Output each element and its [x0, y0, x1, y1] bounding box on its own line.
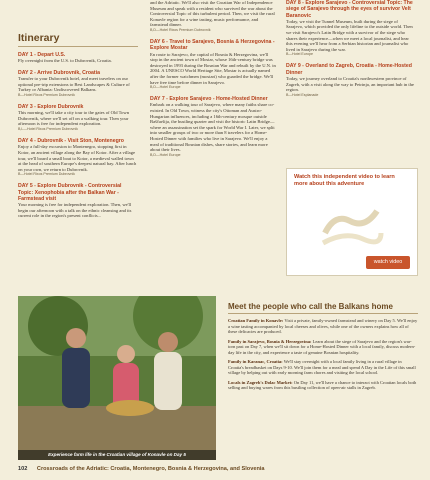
day-8	[286, 0, 416, 57]
meet-the-people-section	[228, 302, 418, 395]
meet-text: We'll stay overnight with a local family living in a rural village in Croatia's breadbasket on Days 9-10. We'll join them for a meal and spend A Day in the Life of this small village by helping out with early morning farm chores and visiting the local school.	[228, 359, 416, 375]
day-4	[18, 138, 138, 177]
day-body: Today, we visit the Tunnel Museum, built during the siege of Sarajevo, which provided the only lifeline to the outside world. Then we visit Sarajevo's Latin Bridge with a survivor of the siege who shares their experience—when we meet a local journalist, and hear this evening we'll hear from a Serbian historian and journalist who lived in Sarajevo during the war.	[286, 18, 413, 52]
meet-text: Visit a private, family-owned farmstead and winery on Day 5. We'll enjoy a wine tasting accompanied by local cheeses and olives, while one of the owners explains how all of these delicacies are produced.	[228, 318, 418, 334]
meet-lead: Croatian Family in Konavle:	[228, 318, 284, 323]
meet-paragraph	[228, 339, 418, 356]
day-title: DAY 8 - Explore Sarajevo - Controversial Topic: The siege of Sarajevo through the eyes of survivor Velt Baranovic	[286, 0, 413, 19]
meal-note: B,L—Hotel Rixos Premium Dubrovnik	[18, 127, 78, 132]
meal-note: B,D—Hotel Europe	[150, 85, 181, 90]
meet-text: Learn about the siege of Sarajevo and the region's war-torn past on Day 7, when we'll sit down for a Home-Hosted Dinner with a local family, discuss modern-day life in the city, and experience a taste of genuine Bosnian hospitality.	[228, 338, 416, 355]
video-title: Watch this independent video to learn more about this adventure	[294, 174, 395, 187]
meet-paragraph	[228, 318, 418, 335]
meal-note: B—Hotel Rixos Premium Dubrovnik	[18, 92, 75, 97]
itinerary-column-3	[286, 0, 416, 104]
footer-title: Crossroads of the Adriatic: Croatia, Montenegro, Bosnia & Herzegovina, and Slovenia	[36, 466, 265, 472]
meal-note: B—Hotel Rixos Premium Dubrovnik	[18, 172, 75, 177]
day-title: DAY 7 - Explore Sarajevo - Home-Hosted Dinner	[150, 96, 268, 103]
day-title: DAY 6 - Travel to Sarajevo, Bosnia & Herzegovina - Explore Mostar	[150, 38, 275, 52]
day-title: DAY 5 - Explore Dubrovnik - Controversial Topic: Xenophobia after the Balkan War - Farmstead visit	[18, 183, 122, 202]
meet-text: On Day 11, we'll have a chance to interact with Croatian locals both selling and buying wares from this bustling collection of open-air stalls in Zagreb.	[228, 379, 417, 390]
day-body: and the Adriatic. We'll also visit the Croatian War of Independence Museum and speak with a resident who survived the war about the Controversial Topic of this turbulent period. Then, we visit the rural Konavle region for a wine tasting, music performance, and farmstead dinner.	[150, 0, 275, 28]
farm-scene-image	[18, 296, 216, 460]
map-illustration-icon	[315, 193, 385, 253]
day-body: Fly overnight from the U.S. to Dubrovnik, Croatia.	[18, 58, 112, 64]
day-title: DAY 1 - Depart U.S.	[18, 52, 66, 58]
day-body: Your morning is free for independent exploration. Then, we'll begin our afternoon with a talk on the ethnic cleansing and its current role in the region's present conflicts...	[18, 202, 132, 219]
day-2	[18, 70, 138, 98]
video-promo	[286, 168, 418, 276]
meal-note: B,D—Hotel Rixos Premium Dubrovnik	[150, 27, 211, 32]
day-title: DAY 3 - Explore Dubrovnik	[18, 103, 84, 110]
day-title: DAY 4 - Dubrovnik - Visit Ston, Montenegro	[18, 138, 124, 145]
meet-heading: Meet the people who call the Balkans home	[228, 302, 418, 314]
day-body: Embark on a walking tour of Sarajevo, where many faiths share co-existed. In Old Town, witness the city's Ottoman and Austro-Hungarian influences, including a 16th-century mosque outside Baščaršija, the bustling quarter and visit the historic Latin Bridge—where an assassination set the spark for World War I. Later, we split into smaller groups of two or more than 8 travelers for a Home-Hosted Dinner with families who live in Sarajevo. We'll enjoy a meal of traditional Bosnian dishes, share stories, and learn more about their lives.	[150, 102, 275, 153]
day-body: En route to Sarajevo, the capital of Bosnia & Herzegovina, we'll stop in the ancient town of Mostar, whose 16th-century bridge was destroyed in 1993 during the Bosnian War and rebuilt by the U.N. in 2004. A UNESCO World Heritage Site, Mostar is actually named after the former watchmen (mostari) who guarded the bridge. We'll have free time before dinner in Sarajevo.	[150, 51, 276, 85]
day-5	[18, 183, 138, 219]
day-5-continued	[150, 0, 276, 33]
day-title: DAY 2 - Arrive Dubrovnik, Croatia	[18, 69, 100, 76]
page-number: 102	[18, 466, 28, 472]
day-body: Transfer to your Dubrovnik hotel, and meet travelers on our optional pre-trip extensions to Best Landscapes & Culture of Turkey or Albania: Undiscovered Balkans.	[18, 76, 130, 93]
day-body: Enjoy a full-day excursion to Montenegro, stopping first in Kotor, an ancient village along the Bay of Kotor. After a village tour, we'll board a small boat to Kotor, a medieval walled town at the head of southern Europe's deepest natural bay. After lunch on your own, we return to Dubrovnik.	[18, 144, 137, 172]
meal-note: B—Hotel Europe	[286, 52, 313, 57]
meal-note: B,D—Hotel Europe	[150, 152, 181, 157]
day-body: Today, we journey overland to Croatia's northwestern province of Zagreb, with a visit along the way to Petrinja, an important hub in the region.	[286, 76, 414, 93]
itinerary-column-2	[150, 0, 276, 164]
day-1	[18, 52, 138, 64]
day-7	[150, 96, 276, 158]
meet-lead: Family in Karanac, Croatia:	[228, 359, 283, 364]
day-3	[18, 104, 138, 132]
day-9	[286, 63, 416, 97]
itinerary-heading: Itinerary	[18, 32, 138, 47]
meet-paragraph	[228, 359, 418, 376]
itinerary-column-1	[18, 32, 138, 225]
meet-lead: Family in Sarajevo, Bosnia & Herzegovina:	[228, 338, 312, 344]
day-title: DAY 9 - Overland to Zagreb, Croatia - Home-Hosted Dinner	[286, 63, 412, 76]
page-footer	[18, 466, 418, 472]
farm-photo	[18, 296, 216, 460]
watch-video-button[interactable]: watch video	[366, 256, 410, 269]
meet-paragraph	[228, 380, 418, 391]
photo-caption: Experience farm life in the Croatian village of Konavle on Day 5	[18, 450, 216, 460]
day-6	[150, 39, 276, 90]
meet-lead: Locals in Zagreb's Dolac Market:	[228, 379, 293, 385]
day-body: This morning, we'll take a city tour to the gates of Old Town Dubrovnik, where we'll set off on a walking tour. Then your afternoon is free for independent exploration.	[18, 110, 130, 127]
meal-note: B—Hotel Esplanade	[286, 92, 319, 97]
